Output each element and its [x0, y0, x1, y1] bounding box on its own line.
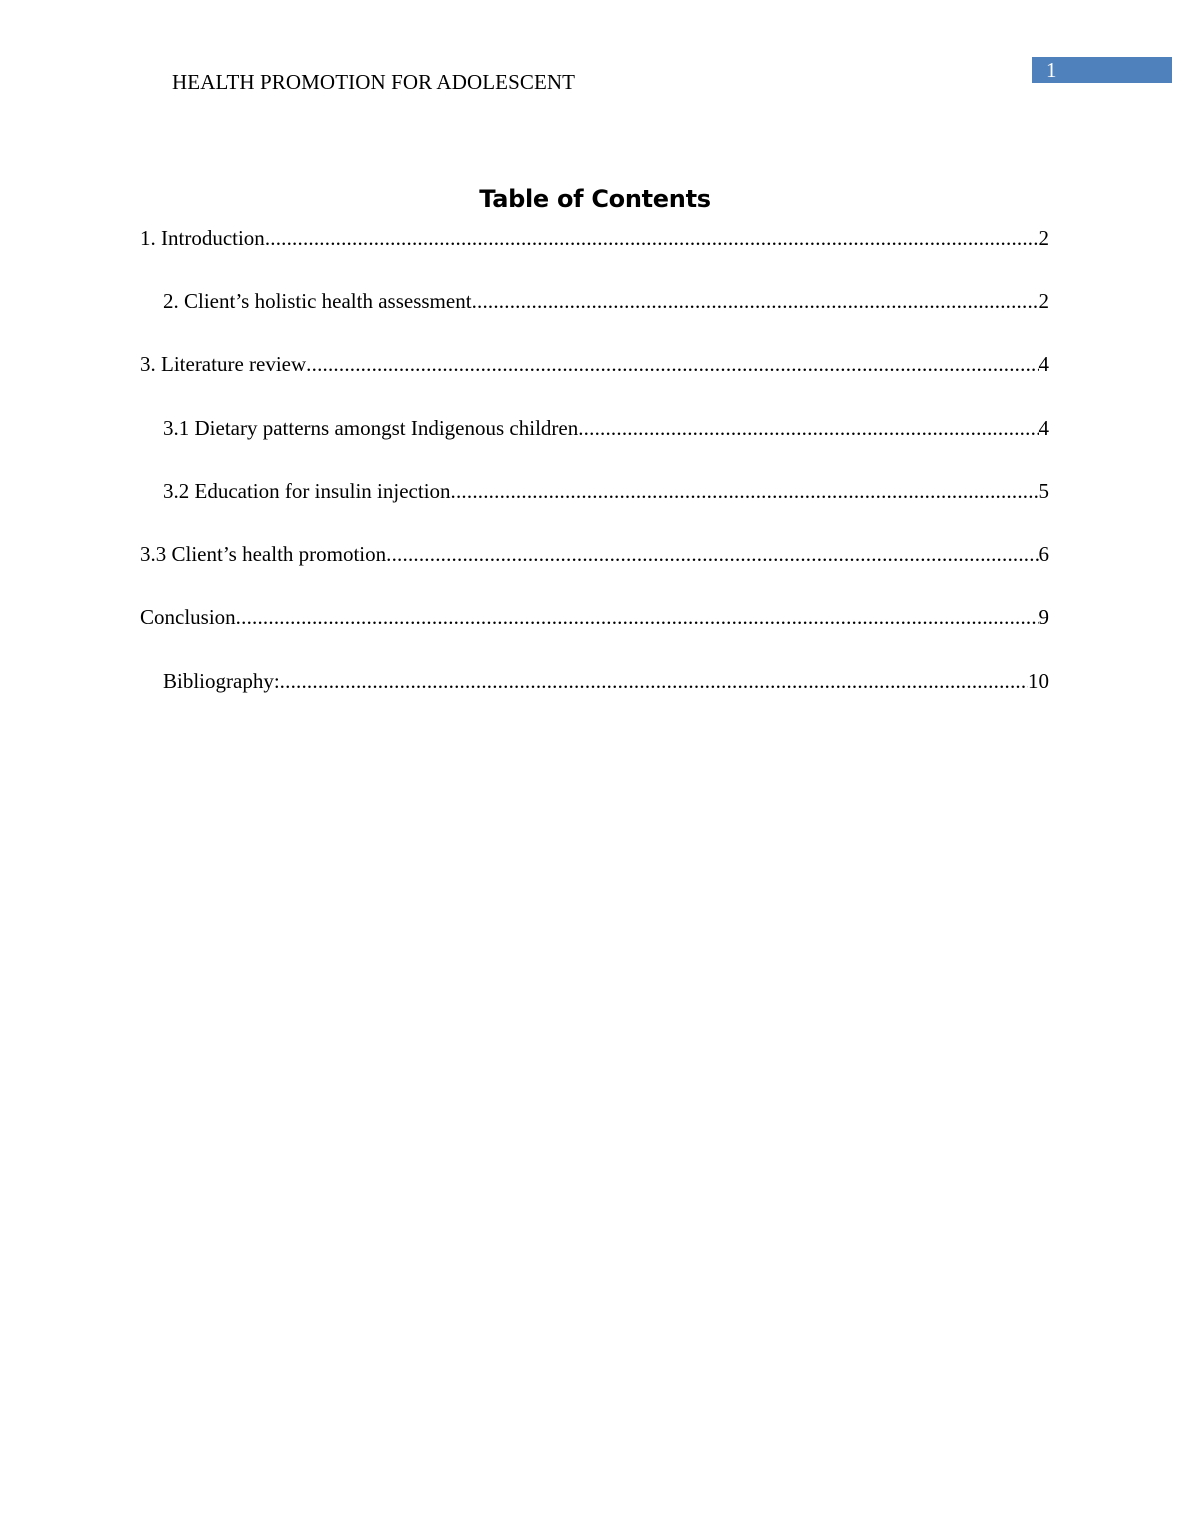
toc-entry-label: 2. Client’s holistic health assessment — [163, 289, 472, 313]
toc-entry-label: 3. Literature review — [140, 352, 307, 376]
toc-entry-label: Conclusion — [140, 605, 236, 629]
toc-entry-page: 5 — [1038, 479, 1049, 503]
page-number-badge — [1032, 57, 1172, 83]
toc-dot-leader — [280, 668, 1028, 694]
toc-dot-leader — [236, 604, 1039, 630]
toc-entry-bibliography[interactable] — [163, 668, 1049, 694]
toc-entry-page: 2 — [1038, 289, 1049, 313]
toc-title: Table of Contents — [479, 185, 711, 213]
toc-dot-leader — [265, 225, 1039, 251]
toc-entry-dietary-patterns[interactable] — [163, 415, 1049, 441]
toc-entry-introduction[interactable] — [140, 225, 1049, 251]
toc-dot-leader — [386, 541, 1038, 567]
toc-entry-health-promotion[interactable] — [140, 541, 1049, 567]
page-number: 1 — [1046, 58, 1057, 82]
toc-entry-page: 4 — [1038, 352, 1049, 376]
toc-entry-label: 3.3 Client’s health promotion — [140, 542, 387, 566]
toc-entry-page: 4 — [1038, 416, 1049, 440]
toc-dot-leader — [306, 351, 1038, 377]
toc-entry-literature-review[interactable] — [140, 351, 1049, 377]
toc-dot-leader — [451, 478, 1039, 504]
running-header: HEALTH PROMOTION FOR ADOLESCENT — [172, 70, 576, 94]
toc-entry-page: 6 — [1038, 542, 1049, 566]
toc-entry-page: 9 — [1038, 605, 1049, 629]
toc-entry-conclusion[interactable] — [140, 604, 1049, 630]
toc-entry-page: 2 — [1038, 226, 1049, 250]
toc-entry-label: 3.1 Dietary patterns amongst Indigenous children — [163, 416, 579, 440]
toc-entry-label: Bibliography: — [163, 669, 280, 693]
toc-entry-label: 3.2 Education for insulin injection — [163, 479, 451, 503]
toc-entry-insulin-education[interactable] — [163, 478, 1049, 504]
toc-entry-label: 1. Introduction — [140, 226, 265, 250]
toc-entry-page: 10 — [1028, 669, 1049, 693]
toc-dot-leader — [578, 415, 1038, 441]
toc-dot-leader — [472, 288, 1039, 314]
toc-entry-holistic-assessment[interactable] — [163, 288, 1049, 314]
